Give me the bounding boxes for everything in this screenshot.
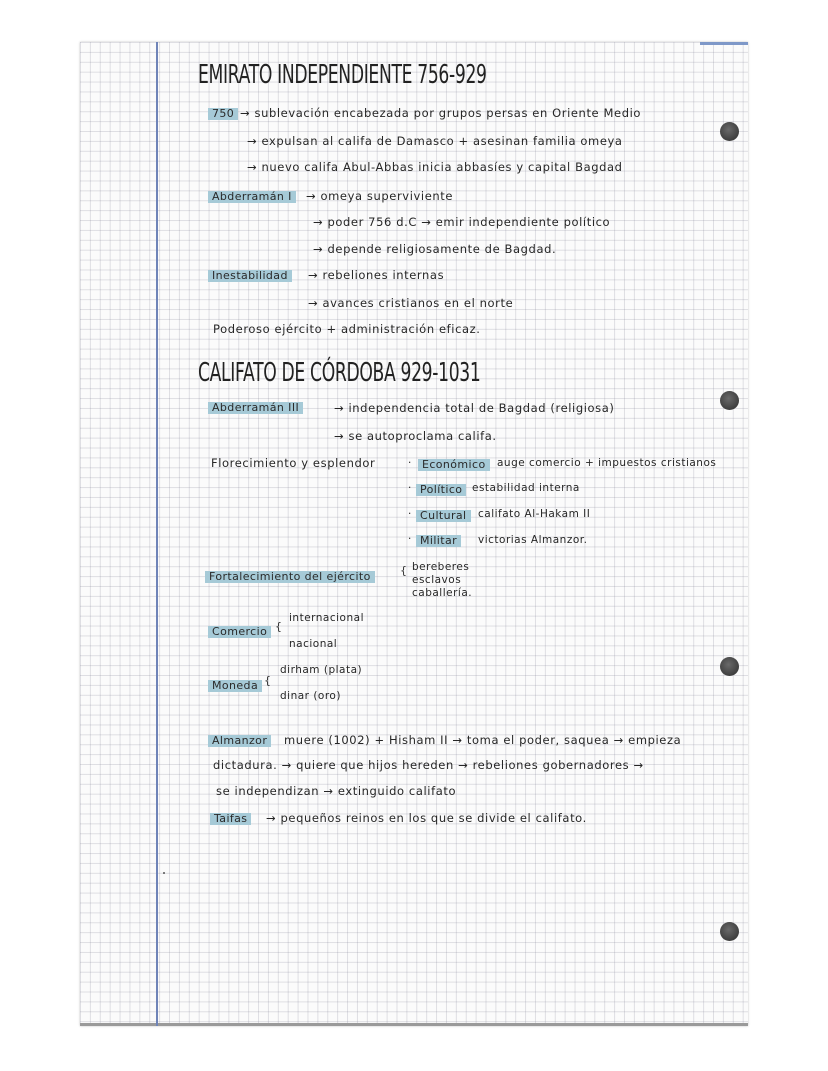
note-line: califato Al-Hakam II — [478, 508, 591, 520]
note-line: → rebeliones internas — [308, 268, 445, 282]
note-line: Florecimiento y esplendor — [211, 456, 376, 470]
note-line: dictadura. → quiere que hijos hereden → rebeliones gobernadores → — [213, 758, 644, 772]
note-line: → omeya superviviente — [306, 189, 454, 203]
tag-politico: Político — [416, 484, 466, 496]
page-top-edge — [700, 42, 748, 45]
note-line: → poder 756 d.C → emir independiente político — [313, 215, 611, 229]
tag-inestabilidad: Inestabilidad — [208, 270, 292, 282]
list-item: dinar (oro) — [280, 690, 341, 702]
margin-line — [156, 42, 158, 1026]
list-item: dirham (plata) — [280, 664, 363, 676]
note-line: se independizan → extinguido califato — [216, 784, 457, 798]
tag-abderraman-iii: Abderramán III — [208, 402, 303, 414]
brace: { — [275, 620, 282, 633]
bullet: · — [408, 533, 412, 545]
bullet: · — [408, 482, 412, 494]
note-line: → nuevo califa Abul-Abbas inicia abbasíes y capital Bagdad — [247, 160, 623, 174]
tag-economico: Económico — [418, 459, 490, 471]
bullet: · — [408, 457, 412, 469]
brace: { — [264, 674, 271, 687]
tag-abderraman-i: Abderramán I — [208, 191, 296, 203]
pencil-dot — [163, 872, 165, 874]
tag-fortalecimiento: Fortalecimiento del ejército — [205, 571, 375, 583]
brace: { — [400, 564, 407, 577]
tag-moneda: Moneda — [208, 680, 262, 692]
list-item: caballería. — [412, 587, 473, 599]
punch-hole — [720, 391, 739, 410]
note-line: → avances cristianos en el norte — [308, 296, 514, 310]
punch-hole — [720, 122, 739, 141]
note-line: victorias Almanzor. — [478, 534, 588, 546]
note-line: Poderoso ejército + administración eficaz. — [213, 322, 481, 336]
tag-almanzor: Almanzor — [208, 735, 271, 747]
tag-militar: Militar — [416, 535, 461, 547]
tag-750: 750 — [208, 108, 238, 120]
note-line: auge comercio + impuestos cristianos — [497, 457, 717, 469]
note-line: → expulsan al califa de Damasco + asesinan familia omeya — [247, 134, 623, 148]
list-item: bereberes — [412, 561, 470, 573]
note-line: → independencia total de Bagdad (religiosa) — [334, 401, 615, 415]
note-line: estabilidad interna — [472, 482, 580, 494]
list-item: esclavos — [412, 574, 462, 586]
note-line: → pequeños reinos en los que se divide el califato. — [266, 811, 587, 825]
punch-hole — [720, 922, 739, 941]
note-line: → se autoproclama califa. — [334, 429, 497, 443]
note-line: muere (1002) + Hisham II → toma el poder, saquea → empieza — [284, 733, 682, 747]
tag-cultural: Cultural — [416, 510, 471, 522]
punch-hole — [720, 657, 739, 676]
tag-comercio: Comercio — [208, 626, 271, 638]
list-item: nacional — [289, 638, 338, 650]
section-title-emirato: EMIRATO INDEPENDIENTE 756-929 — [198, 60, 487, 90]
note-line: → depende religiosamente de Bagdad. — [313, 242, 557, 256]
section-title-califato: CALIFATO DE CÓRDOBA 929-1031 — [198, 358, 481, 388]
note-line: → sublevación encabezada por grupos persas en Oriente Medio — [240, 106, 642, 120]
bullet: · — [408, 508, 412, 520]
list-item: internacional — [289, 612, 364, 624]
tag-taifas: Taifas — [210, 813, 251, 825]
